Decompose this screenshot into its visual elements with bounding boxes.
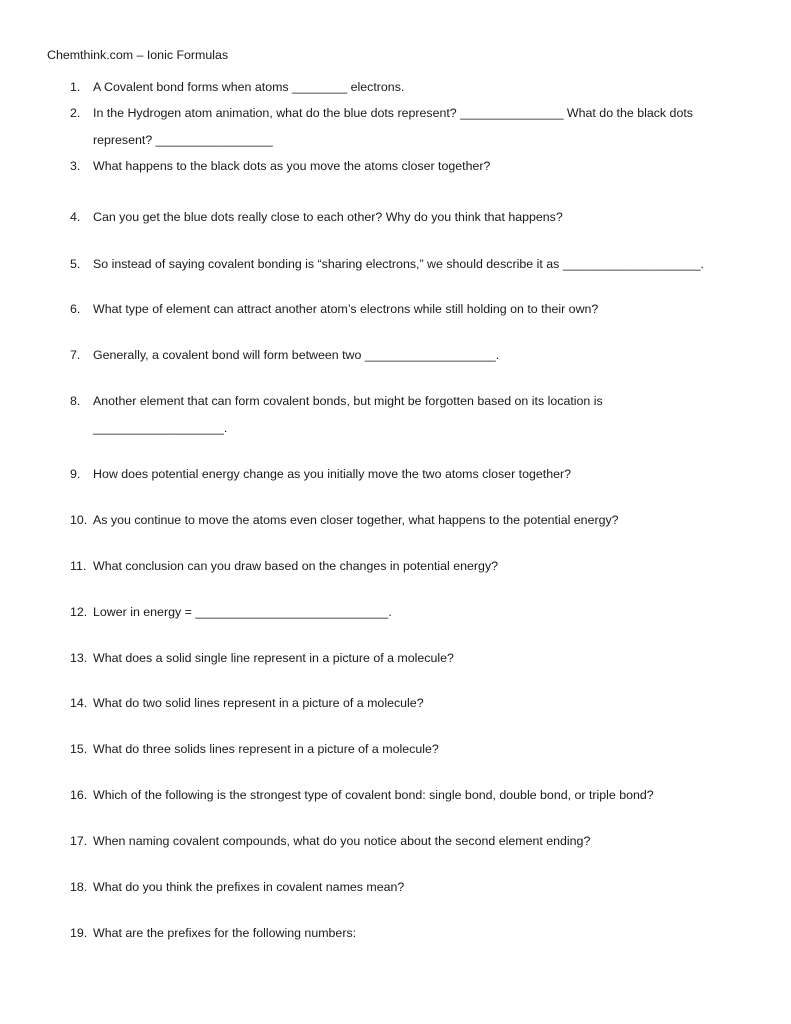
question-text: What happens to the black dots as you move the atoms closer together? xyxy=(93,159,491,173)
question-number: 16. xyxy=(70,788,88,802)
question-text: What do three solids lines represent in a picture of a molecule? xyxy=(93,742,439,756)
question-number: 9. xyxy=(70,467,81,481)
question-text: A Covalent bond forms when atoms ________ electrons. xyxy=(93,80,405,94)
question-text: What do you think the prefixes in covalent names mean? xyxy=(93,880,405,894)
question-text: As you continue to move the atoms even closer together, what happens to the potential energy? xyxy=(93,513,619,527)
question-number: 8. xyxy=(70,394,81,408)
page-title: Chemthink.com – Ionic Formulas xyxy=(47,48,229,62)
question-number: 4. xyxy=(70,210,81,224)
question-number: 13. xyxy=(70,651,88,665)
question-text: What type of element can attract another atom’s electrons while still holding on to their own? xyxy=(93,302,599,316)
question-text-continued: ___________________. xyxy=(93,421,228,435)
question-number: 7. xyxy=(70,348,81,362)
question-number: 12. xyxy=(70,605,88,619)
question-number: 18. xyxy=(70,880,88,894)
question-number: 11. xyxy=(70,559,87,573)
question-text: Generally, a covalent bond will form between two ___________________. xyxy=(93,348,500,362)
question-number: 19. xyxy=(70,926,88,940)
question-text-continued: represent? _________________ xyxy=(93,133,273,147)
question-text: What conclusion can you draw based on the changes in potential energy? xyxy=(93,559,499,573)
question-text: What are the prefixes for the following numbers: xyxy=(93,926,357,940)
question-number: 2. xyxy=(70,106,81,120)
question-number: 3. xyxy=(70,159,81,173)
question-number: 1. xyxy=(70,80,81,94)
question-number: 15. xyxy=(70,742,88,756)
question-text: What does a solid single line represent in a picture of a molecule? xyxy=(93,651,454,665)
question-number: 5. xyxy=(70,257,81,271)
question-text: Which of the following is the strongest type of covalent bond: single bond, double bond, or triple bond? xyxy=(93,788,654,802)
question-text: Lower in energy = ____________________________. xyxy=(93,605,392,619)
question-text: How does potential energy change as you initially move the two atoms closer together? xyxy=(93,467,571,481)
question-text: So instead of saying covalent bonding is “sharing electrons,” we should describe it as ____________________. xyxy=(93,257,704,271)
question-text: When naming covalent compounds, what do you notice about the second element ending? xyxy=(93,834,591,848)
question-number: 10. xyxy=(70,513,88,527)
question-text: Another element that can form covalent bonds, but might be forgotten based on its location is xyxy=(93,394,603,408)
question-number: 14. xyxy=(70,696,88,710)
question-number: 17. xyxy=(70,834,88,848)
question-text: In the Hydrogen atom animation, what do the blue dots represent? _______________ What do the black dots xyxy=(93,106,693,120)
question-number: 6. xyxy=(70,302,81,316)
question-text: Can you get the blue dots really close to each other? Why do you think that happens? xyxy=(93,210,563,224)
question-text: What do two solid lines represent in a picture of a molecule? xyxy=(93,696,424,710)
